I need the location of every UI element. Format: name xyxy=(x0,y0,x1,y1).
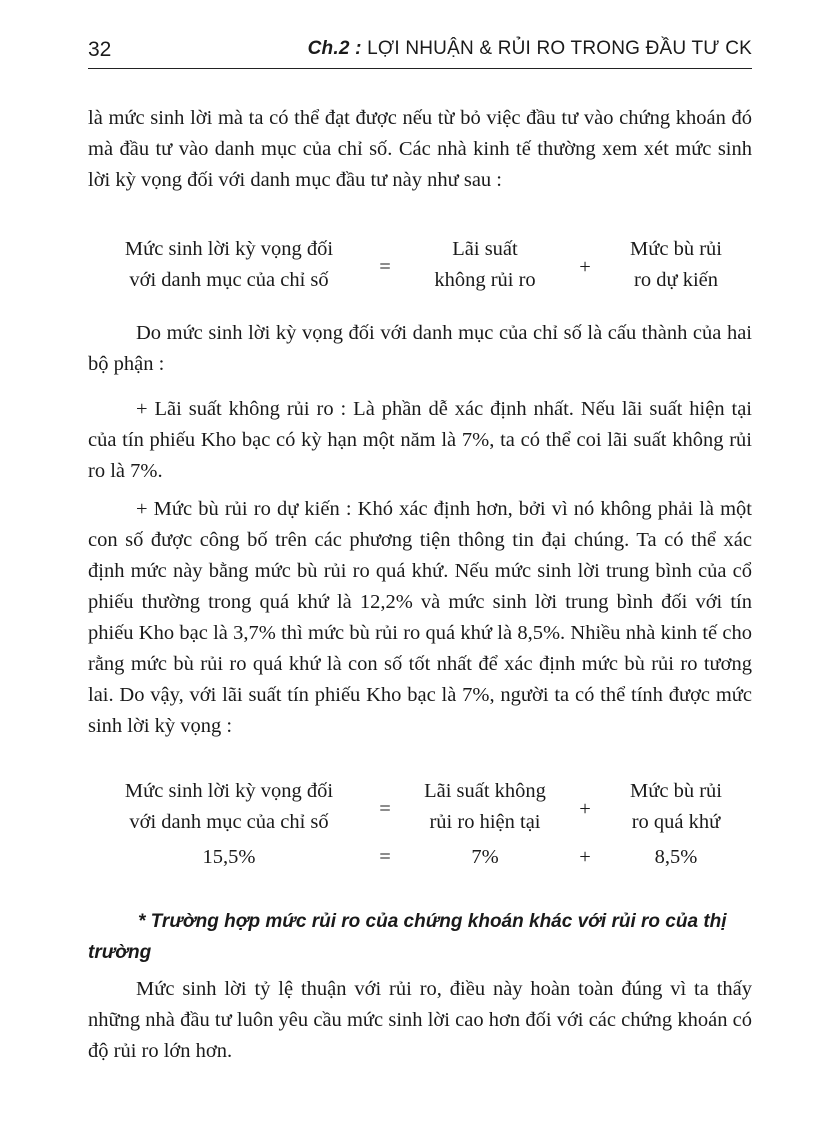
value-expected-return: 15,5% xyxy=(202,846,256,868)
paragraph-risk-free-rate: + Lãi suất không rủi ro : Là phần dễ xác định nhất. Nếu lãi suất hiện tại của tín phiếu Kho bạc có kỳ hạn một năm là 7%, ta có thể coi lãi suất không rủi ro là 7%. xyxy=(88,398,752,482)
formula-mid-term xyxy=(400,234,570,296)
formula-mid-line1: Lãi suất không xyxy=(424,780,546,802)
formula-mid-term xyxy=(400,776,570,838)
value-equals: = xyxy=(379,846,391,868)
formula-left-line1: Mức sinh lời kỳ vọng đối xyxy=(124,780,334,802)
value-plus: + xyxy=(579,846,591,868)
value-risk-free: 7% xyxy=(471,846,499,868)
formula-right-line2: ro dự kiến xyxy=(634,269,718,291)
chapter-title: LỢI NHUẬN & RỦI RO TRONG ĐẦU TƯ CK xyxy=(367,38,752,59)
formula-mid-line2: không rủi ro xyxy=(434,269,536,291)
formula-equals: = xyxy=(379,798,391,820)
formula-left-line1: Mức sinh lời kỳ vọng đối xyxy=(124,238,334,260)
formula-mid-line2: rủi ro hiện tại xyxy=(429,811,541,833)
formula-plus: + xyxy=(579,798,591,820)
formula-left-term xyxy=(88,234,370,296)
paragraph-components: Do mức sinh lời kỳ vọng đối với danh mục của chỉ số là cấu thành của hai bộ phận : xyxy=(88,322,752,375)
page-number: 32 xyxy=(88,38,112,61)
paragraph-intro: là mức sinh lời mà ta có thể đạt được nếu từ bỏ việc đầu tư vào chứng khoán đó mà đầu tư vào danh mục của chỉ số. Các nhà kinh tế thường xem xét mức sinh lời kỳ vọng đối với danh mục đầu tư này như sau : xyxy=(88,107,752,191)
formula-values-row xyxy=(88,842,752,873)
formula-expected-return xyxy=(88,234,752,304)
formula-left-line2: với danh mục của chỉ số xyxy=(129,811,329,833)
formula-right-term xyxy=(600,776,752,838)
running-title xyxy=(308,38,752,60)
formula-equals: = xyxy=(379,256,391,278)
formula-plus: + xyxy=(579,256,591,278)
page-header xyxy=(88,38,752,69)
formula-right-line1: Mức bù rủi xyxy=(630,780,722,802)
formula-left-term xyxy=(88,776,370,838)
chapter-label: Ch.2 : xyxy=(307,38,362,59)
formula-mid-line1: Lãi suất xyxy=(452,238,518,260)
formula-right-line1: Mức bù rủi xyxy=(630,238,722,260)
formula-right-term xyxy=(600,234,752,296)
paragraph-risk-premium: + Mức bù rủi ro dự kiến : Khó xác định hơn, bởi vì nó không phải là một con số được công bố trên các phương tiện thông tin đại chúng. Ta có thể xác định mức này bằng mức bù rủi ro quá khứ. Nếu mức sinh lời trung bình của cổ phiếu thường trong quá khứ là 12,2% và mức sinh lời trung bình đối với tín phiếu Kho bạc là 3,7% thì mức bù rủi ro quá khứ là 8,5%. Nhiều nhà kinh tế cho rằng mức bù rủi ro quá khứ là con số tốt nhất để xác định mức bù rủi ro tương lai. Do vậy, với lãi suất tín phiếu Kho bạc là 7%, người ta có thể tính được mức sinh lời kỳ vọng : xyxy=(88,498,752,737)
formula-historical-return xyxy=(88,776,752,846)
section-heading: * Trường hợp mức rủi ro của chứng khoán khác với rủi ro của thị trường xyxy=(88,911,727,963)
paragraph-risk-proportional: Mức sinh lời tỷ lệ thuận với rủi ro, điều này hoàn toàn đúng vì ta thấy những nhà đầu tư luôn yêu cầu mức sinh lời cao hơn đối với các chứng khoán có độ rủi ro lớn hơn. xyxy=(88,978,752,1062)
formula-left-line2: với danh mục của chỉ số xyxy=(129,269,329,291)
formula-right-line2: ro quá khứ xyxy=(631,811,721,833)
value-risk-premium: 8,5% xyxy=(654,846,698,868)
